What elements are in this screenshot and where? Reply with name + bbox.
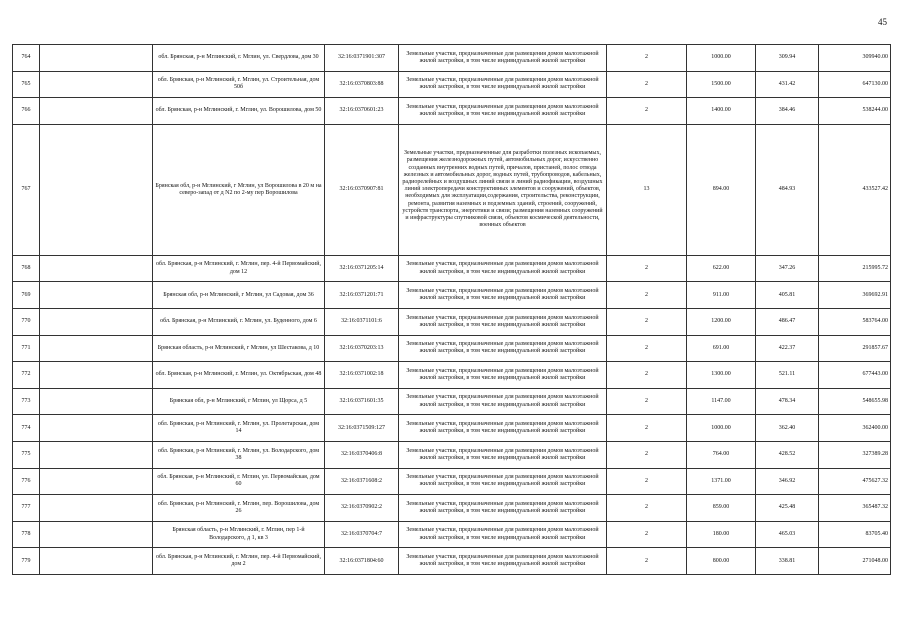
unit-price-cell: 465.03 — [756, 521, 819, 548]
land-use-cell: Земельные участки, предназначенные для размещения домов малоэтажной жилой застройки, в том числе индивидуальной жилой застройки — [399, 521, 607, 548]
address-cell: Брянская обл, р-н Мглинский, г Мглин, ул Ворошилова в 20 м на северо-запад от д N2 по 2-му пер Ворошилова — [153, 124, 325, 255]
land-use-cell: Земельные участки, предназначенные для размещения домов малоэтажной жилой застройки, в том числе индивидуальной жилой застройки — [399, 308, 607, 335]
category-cell: 2 — [607, 521, 687, 548]
land-use-cell: Земельные участки, предназначенные для размещения домов малоэтажной жилой застройки, в том числе индивидуальной жилой застройки — [399, 98, 607, 125]
land-use-cell: Земельные участки, предназначенные для размещения домов малоэтажной жилой застройки, в том числе индивидуальной жилой застройки — [399, 362, 607, 389]
spacer-cell — [40, 282, 153, 309]
table-row — [13, 468, 891, 495]
address-cell: обл. Брянская, р-н Мглинский, г. Мглин, ул. Володарского, дом 38 — [153, 441, 325, 468]
area-cell: 859.00 — [687, 495, 756, 522]
category-cell: 2 — [607, 45, 687, 72]
unit-price-cell: 338.81 — [756, 548, 819, 575]
table-row — [13, 282, 891, 309]
cadastral-number-cell: 32:16:0371804:60 — [325, 548, 399, 575]
address-cell: обл. Брянская, р-н Мглинский, г. Мглин, ул. Свердлова, дом 30 — [153, 45, 325, 72]
total-value-cell: 369692.91 — [819, 282, 891, 309]
category-cell: 2 — [607, 255, 687, 282]
unit-price-cell: 422.37 — [756, 335, 819, 362]
total-value-cell: 538244.00 — [819, 98, 891, 125]
row-number: 776 — [13, 468, 40, 495]
row-number: 768 — [13, 255, 40, 282]
total-value-cell: 475627.32 — [819, 468, 891, 495]
land-use-cell: Земельные участки, предназначенные для размещения домов малоэтажной жилой застройки, в том числе индивидуальной жилой застройки — [399, 335, 607, 362]
row-number: 771 — [13, 335, 40, 362]
total-value-cell: 215995.72 — [819, 255, 891, 282]
category-cell: 2 — [607, 495, 687, 522]
row-number: 769 — [13, 282, 40, 309]
area-cell: 1000.00 — [687, 415, 756, 442]
cadastral-number-cell: 32:16:0370406:8 — [325, 441, 399, 468]
row-number: 774 — [13, 415, 40, 442]
table-row — [13, 45, 891, 72]
cadastral-number-cell: 32:16:0371901:307 — [325, 45, 399, 72]
cadastral-number-cell: 32:16:0371509:127 — [325, 415, 399, 442]
total-value-cell: 83705.40 — [819, 521, 891, 548]
table-row — [13, 388, 891, 415]
area-cell: 1400.00 — [687, 98, 756, 125]
row-number: 777 — [13, 495, 40, 522]
category-cell: 2 — [607, 71, 687, 98]
land-use-cell: Земельные участки, предназначенные для размещения домов малоэтажной жилой застройки, в том числе индивидуальной жилой застройки — [399, 71, 607, 98]
land-use-cell: Земельные участки, предназначенные для размещения домов малоэтажной жилой застройки, в том числе индивидуальной жилой застройки — [399, 388, 607, 415]
row-number: 772 — [13, 362, 40, 389]
area-cell: 911.00 — [687, 282, 756, 309]
spacer-cell — [40, 495, 153, 522]
row-number: 773 — [13, 388, 40, 415]
total-value-cell: 583764.00 — [819, 308, 891, 335]
spacer-cell — [40, 255, 153, 282]
category-cell: 2 — [607, 388, 687, 415]
spacer-cell — [40, 124, 153, 255]
row-number: 766 — [13, 98, 40, 125]
unit-price-cell: 486.47 — [756, 308, 819, 335]
area-cell: 691.00 — [687, 335, 756, 362]
total-value-cell: 362400.00 — [819, 415, 891, 442]
total-value-cell: 677443.00 — [819, 362, 891, 389]
cadastral-number-cell: 32:16:0371205:14 — [325, 255, 399, 282]
unit-price-cell: 384.46 — [756, 98, 819, 125]
cadastral-number-cell: 32:16:0371002:18 — [325, 362, 399, 389]
spacer-cell — [40, 441, 153, 468]
category-cell: 2 — [607, 335, 687, 362]
total-value-cell: 365487.32 — [819, 495, 891, 522]
category-cell: 2 — [607, 98, 687, 125]
category-cell: 2 — [607, 415, 687, 442]
area-cell: 1000.00 — [687, 45, 756, 72]
table-row — [13, 98, 891, 125]
spacer-cell — [40, 335, 153, 362]
unit-price-cell: 362.40 — [756, 415, 819, 442]
page-number: 45 — [878, 17, 887, 27]
area-cell: 1200.00 — [687, 308, 756, 335]
area-cell: 1371.00 — [687, 468, 756, 495]
cadastral-number-cell: 32:16:0370907:81 — [325, 124, 399, 255]
land-use-cell: Земельные участки, предназначенные для разработки полезных ископаемых, размещения железнодорожных путей, автомобильных дорог, искусственно созданных внутренних водных путей, причалов, пристаней, полос отвода железных и автомобильных дорог, водных путей, трубопроводов, кабельных, радиорелейных и воздушных линий связи и линий радиофикации, воздушных линий электропередачи конструктивных элементов и сооружений, объектов, необходимых для эксплуатации,содержания, строительства, реконструкции, ремонта, развития наземных и подземных зданий, строений, сооружений, устройств транспорта, энергетики и связи; размещения наземных сооружений и инфраструктуры спутниковой связи, объектов космической деятельности, военных объектов — [399, 124, 607, 255]
category-cell: 2 — [607, 282, 687, 309]
spacer-cell — [40, 521, 153, 548]
row-number: 778 — [13, 521, 40, 548]
total-value-cell: 433527.42 — [819, 124, 891, 255]
address-cell: обл. Брянская, р-н Мглинский, г. Мглин, пер. Ворошилова, дом 26 — [153, 495, 325, 522]
total-value-cell: 647130.00 — [819, 71, 891, 98]
category-cell: 2 — [607, 468, 687, 495]
cadastral-number-cell: 32:16:0371101:6 — [325, 308, 399, 335]
row-number: 764 — [13, 45, 40, 72]
area-cell: 1500.00 — [687, 71, 756, 98]
spacer-cell — [40, 362, 153, 389]
cadastral-number-cell: 32:16:0371201:71 — [325, 282, 399, 309]
cadastral-number-cell: 32:16:0371601:35 — [325, 388, 399, 415]
total-value-cell: 548655.98 — [819, 388, 891, 415]
land-registry-table — [12, 44, 891, 575]
row-number: 765 — [13, 71, 40, 98]
area-cell: 894.00 — [687, 124, 756, 255]
spacer-cell — [40, 45, 153, 72]
table-row — [13, 362, 891, 389]
table-row — [13, 495, 891, 522]
unit-price-cell: 405.81 — [756, 282, 819, 309]
category-cell: 2 — [607, 548, 687, 575]
table-row — [13, 124, 891, 255]
unit-price-cell: 309.94 — [756, 45, 819, 72]
table-row — [13, 308, 891, 335]
unit-price-cell: 346.92 — [756, 468, 819, 495]
spacer-cell — [40, 548, 153, 575]
row-number: 779 — [13, 548, 40, 575]
cadastral-number-cell: 32:16:0370203:13 — [325, 335, 399, 362]
row-number: 775 — [13, 441, 40, 468]
category-cell: 2 — [607, 441, 687, 468]
total-value-cell: 309940.00 — [819, 45, 891, 72]
cadastral-number-cell: 32:16:0370704:7 — [325, 521, 399, 548]
address-cell: обл. Брянская, р-н Мглинский, г. Мглин, ул. Пролетарская, дом 14 — [153, 415, 325, 442]
unit-price-cell: 478.34 — [756, 388, 819, 415]
land-use-cell: Земельные участки, предназначенные для размещения домов малоэтажной жилой застройки, в том числе индивидуальной жилой застройки — [399, 441, 607, 468]
address-cell: Брянская обл, р-н Мглинский, г Мглин, ул Щорса, д 5 — [153, 388, 325, 415]
land-use-cell: Земельные участки, предназначенные для размещения домов малоэтажной жилой застройки, в том числе индивидуальной жилой застройки — [399, 468, 607, 495]
category-cell: 2 — [607, 362, 687, 389]
spacer-cell — [40, 388, 153, 415]
table-row — [13, 521, 891, 548]
unit-price-cell: 347.26 — [756, 255, 819, 282]
category-cell: 2 — [607, 308, 687, 335]
cadastral-number-cell: 32:16:0371608:2 — [325, 468, 399, 495]
address-cell: обл. Брянская, р-н Мглинский, г. Мглин, ул. Октябрьская, дом 48 — [153, 362, 325, 389]
address-cell: обл. Брянская, р-н Мглинский, г. Мглин, ул. Строительная, дом 50б — [153, 71, 325, 98]
land-use-cell: Земельные участки, предназначенные для размещения домов малоэтажной жилой застройки, в том числе индивидуальной жилой застройки — [399, 45, 607, 72]
cadastral-number-cell: 32:16:0370601:23 — [325, 98, 399, 125]
unit-price-cell: 428.52 — [756, 441, 819, 468]
table-row — [13, 415, 891, 442]
area-cell: 622.00 — [687, 255, 756, 282]
row-number: 767 — [13, 124, 40, 255]
address-cell: обл. Брянская, р-н Мглинский, г. Мглин, пер. 4-й Первомайский, дом 2 — [153, 548, 325, 575]
land-use-cell: Земельные участки, предназначенные для размещения домов малоэтажной жилой застройки, в том числе индивидуальной жилой застройки — [399, 415, 607, 442]
cadastral-number-cell: 32:16:0370803:88 — [325, 71, 399, 98]
spacer-cell — [40, 308, 153, 335]
area-cell: 1147.00 — [687, 388, 756, 415]
spacer-cell — [40, 468, 153, 495]
total-value-cell: 291857.67 — [819, 335, 891, 362]
total-value-cell: 271048.00 — [819, 548, 891, 575]
table-row — [13, 441, 891, 468]
unit-price-cell: 484.93 — [756, 124, 819, 255]
address-cell: Брянская обл, р-н Мглинский, г Мглин, ул Садовая, дом 36 — [153, 282, 325, 309]
land-use-cell: Земельные участки, предназначенные для размещения домов малоэтажной жилой застройки, в том числе индивидуальной жилой застройки — [399, 255, 607, 282]
row-number: 770 — [13, 308, 40, 335]
table-row — [13, 255, 891, 282]
category-cell: 13 — [607, 124, 687, 255]
spacer-cell — [40, 415, 153, 442]
land-use-cell: Земельные участки, предназначенные для размещения домов малоэтажной жилой застройки, в том числе индивидуальной жилой застройки — [399, 548, 607, 575]
area-cell: 180.00 — [687, 521, 756, 548]
cadastral-number-cell: 32:16:0370902:2 — [325, 495, 399, 522]
land-use-cell: Земельные участки, предназначенные для размещения домов малоэтажной жилой застройки, в том числе индивидуальной жилой застройки — [399, 495, 607, 522]
table-body — [13, 45, 891, 575]
address-cell: обл. Брянская, р-н Мглинский, г. Мглин, пер. 4-й Первомайский, дом 12 — [153, 255, 325, 282]
land-use-cell: Земельные участки, предназначенные для размещения домов малоэтажной жилой застройки, в том числе индивидуальной жилой застройки — [399, 282, 607, 309]
table-row — [13, 71, 891, 98]
table-row — [13, 548, 891, 575]
unit-price-cell: 425.48 — [756, 495, 819, 522]
unit-price-cell: 521.11 — [756, 362, 819, 389]
unit-price-cell: 431.42 — [756, 71, 819, 98]
area-cell: 1300.00 — [687, 362, 756, 389]
address-cell: обл. Брянская, р-н Мглинский, г. Мглин, ул. Первомайская, дом 60 — [153, 468, 325, 495]
address-cell: Брянская область, р-н Мглинский, г. Мглин, пер 1-й Володарского, д 1, кв 3 — [153, 521, 325, 548]
spacer-cell — [40, 71, 153, 98]
address-cell: обл. Брянская, р-н Мглинский, г. Мглин, ул. Буденного, дом 6 — [153, 308, 325, 335]
table-row — [13, 335, 891, 362]
total-value-cell: 327389.28 — [819, 441, 891, 468]
address-cell: обл. Брянская, р-н Мглинский, г. Мглин, ул. Ворошилова, дом 50 — [153, 98, 325, 125]
area-cell: 800.00 — [687, 548, 756, 575]
area-cell: 764.00 — [687, 441, 756, 468]
spacer-cell — [40, 98, 153, 125]
address-cell: Брянская область, р-н Мглинский, г Мглин, ул Шестакова, д 10 — [153, 335, 325, 362]
